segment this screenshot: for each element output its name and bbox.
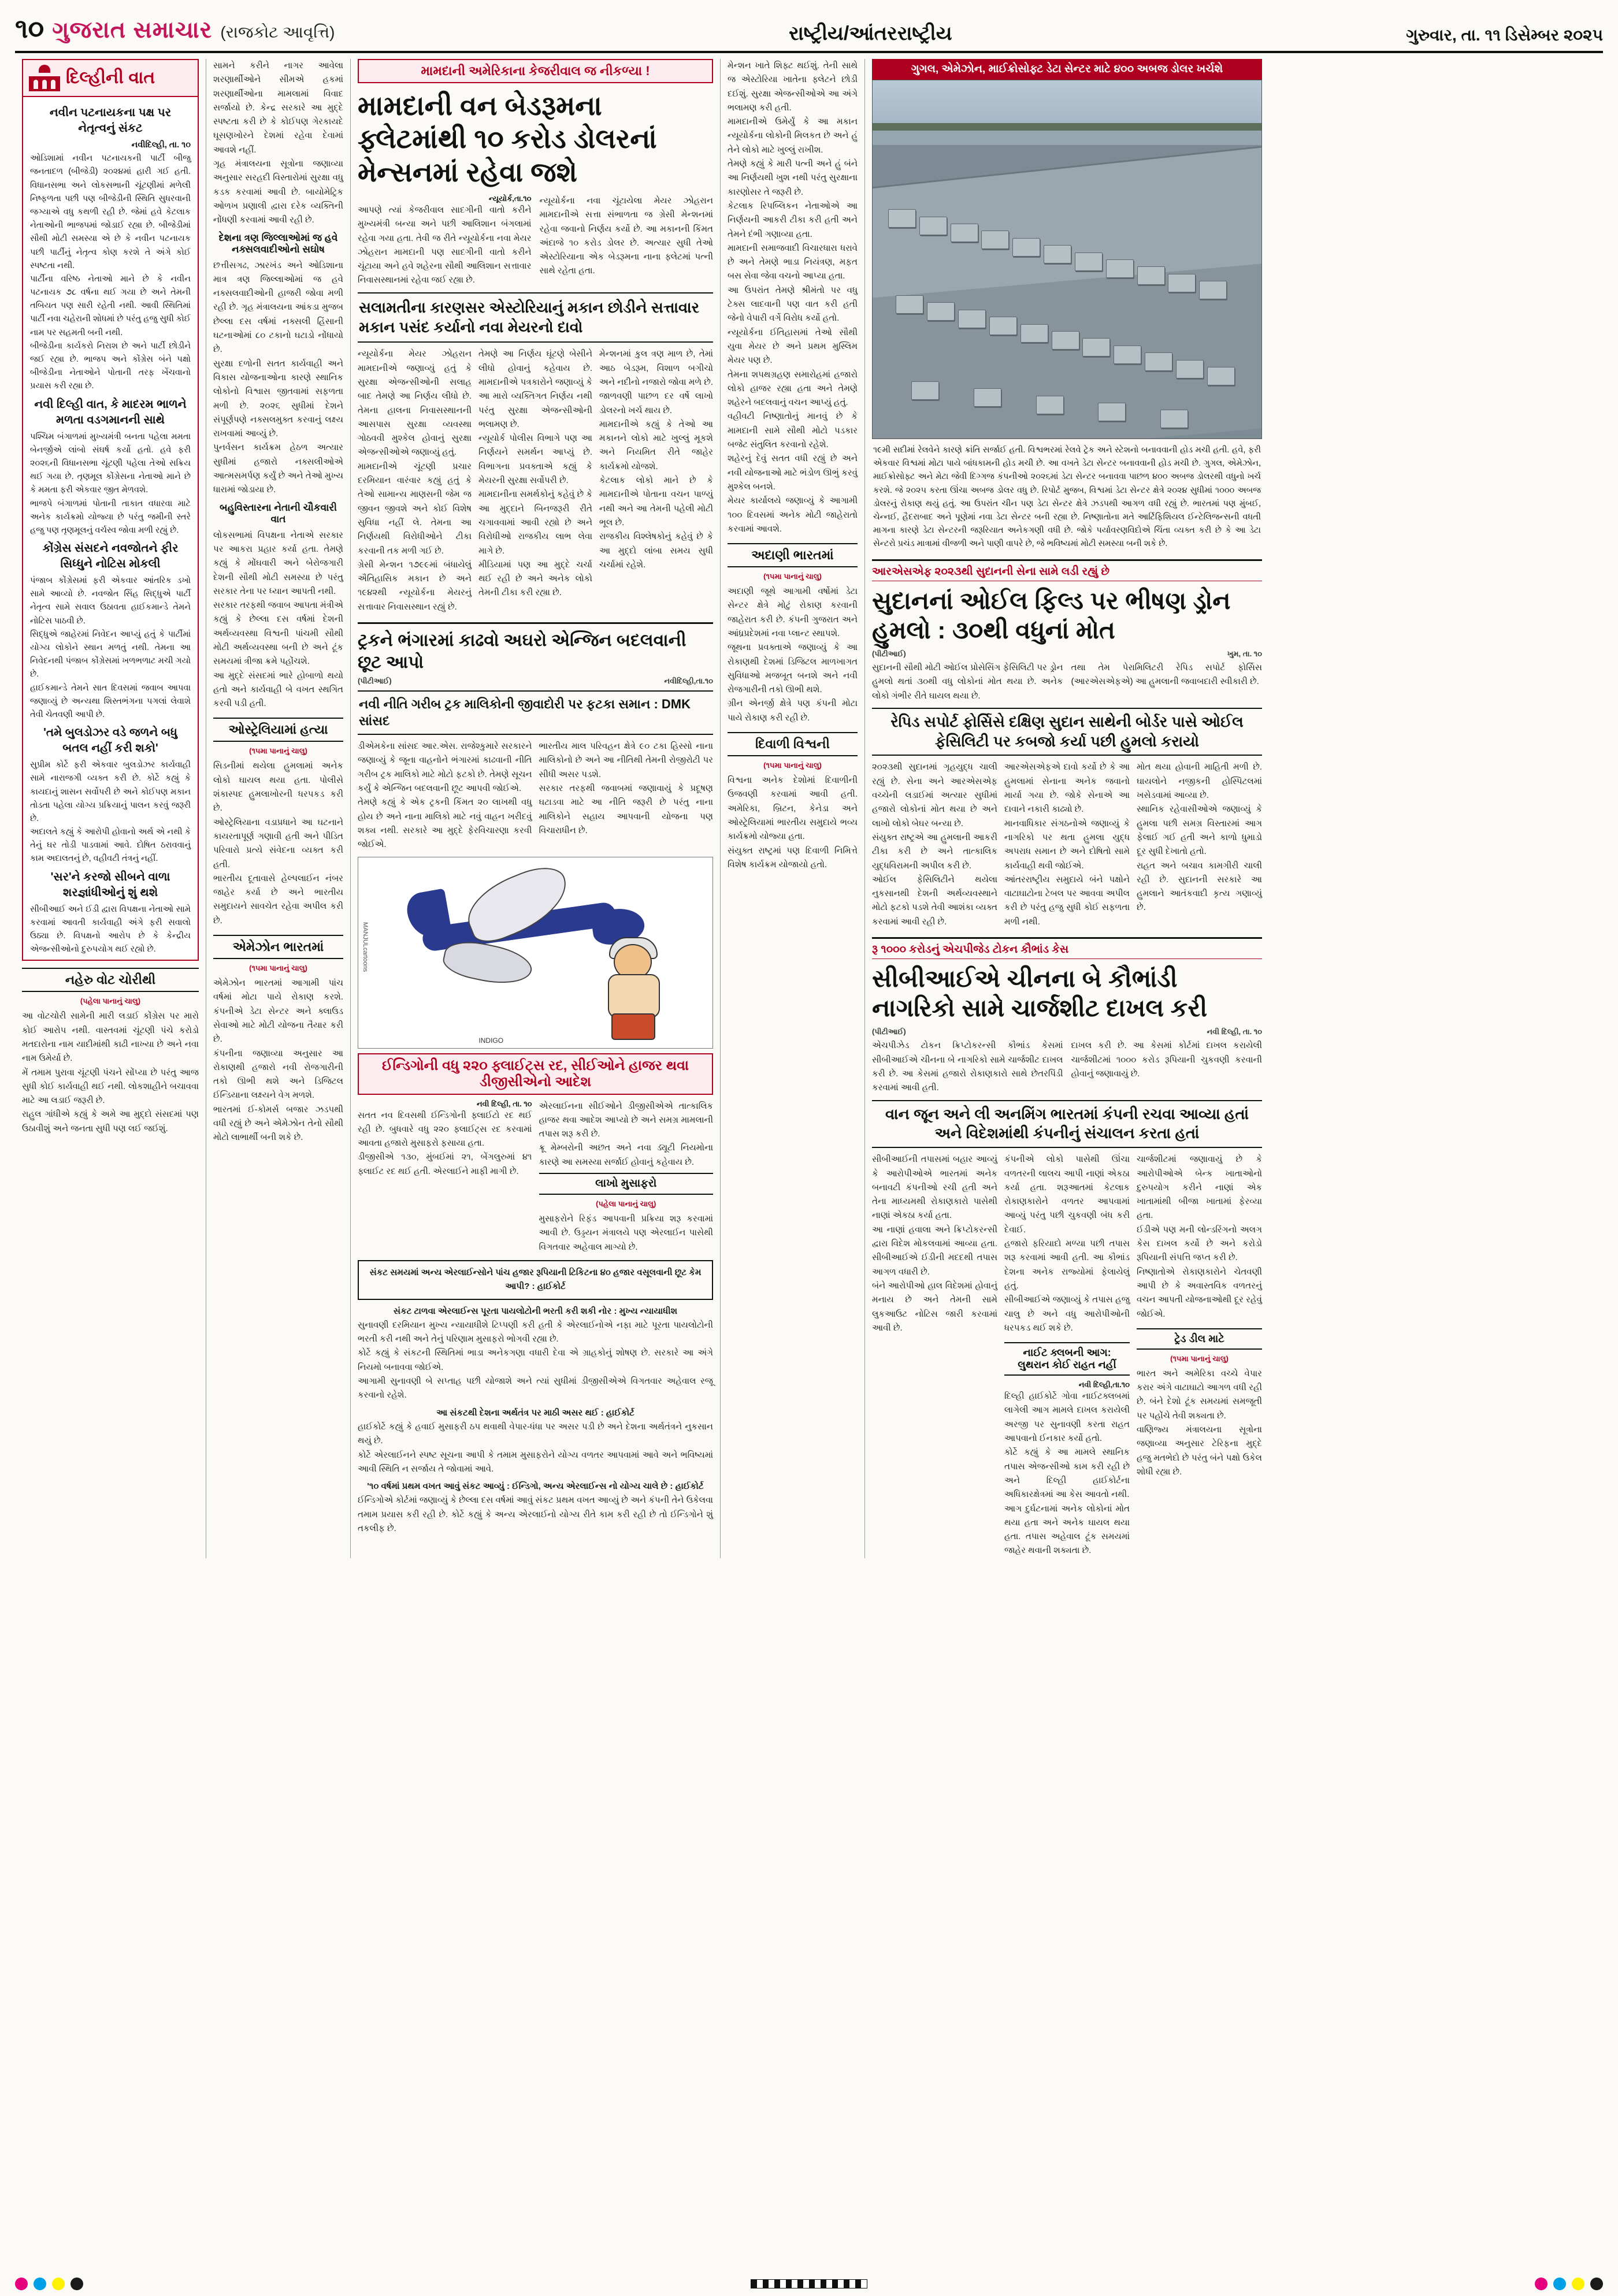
col2-text-7: સરકાર તરફથી જવાબ આપતા મંત્રીએ કહ્યું કે છેલ્લા દસ વર્ષમાં દેશની અર્થવ્યવસ્થા વિશ્વની પાંચમી સૌથી મોટી અર્થવ્યવસ્થા બની છે અને ટૂંક સમયમાં ત્રીજા ક્રમે પહોંચશે. (213, 600, 343, 667)
truck-text-2: તેમણે કહ્યું કે એક ટ્રકની કિંમત ૨૦ લાખથી વધુ હોય છે અને નાના માલિકો માટે નવું વાહન ખરીદવું શક્ય નથી. સરકારે આ મુદ્દે ફેરવિચારણા કરવી જોઈએ. (358, 797, 532, 850)
delhi-text-3a: પંજાબ કોંગ્રેસમાં ફરી એકવાર આંતરિક ડખો સામે આવ્યો છે. નવજોત સિંહ સિદ્ધુએ પાર્ટી નેતૃત્વ સામે સવાલ ઉઠાવતા હાઈકમાન્ડે તેમને નોટિસ પાઠવી છે. (30, 576, 191, 626)
col5-text-3: તેમણે કહ્યું કે મારી પત્ની અને હું બંને આ નિર્ણયથી ખુશ નથી પરંતુ સુરક્ષાના કારણોસર તે જરૂરી છે. (728, 159, 858, 197)
datacenter-photo (872, 80, 1262, 439)
registration-bar (751, 2279, 867, 2288)
reg-dot (52, 2278, 65, 2290)
delhi-box-title: દિલ્હીની વાત (66, 68, 155, 87)
nightclub-text-3: આગ દુર્ઘટનામાં અનેક લોકોનાં મોત થયા હતા અને અનેક ઘાયલ થયા હતા. તપાસ અહેવાલ ટૂંક સમયમાં જાહેર થવાની શક્યતા છે. (1004, 1503, 1130, 1556)
cbi-lead-left: એચપીઝેડ ટોકન ક્રિપ્ટોકરન્સી કૌભાંડ કેસમાં સીબીઆઈએ ચીનના બે નાગરિકો સામે ચાર્જશીટ દાખલ કરી છે. આ કેસમાં હજારો રોકાણકારો સાથે છેતરપિંડી કરવામાં આવી હતી. (872, 1041, 1063, 1093)
lead-subhead: સલામતીના કારણસર એસ્ટોરિયાનું મકાન છોડીને સત્તાવાર મકાન પસંદ કર્યાનો નવા મેયરનો દાવો (358, 292, 713, 343)
col5-text-7: ન્યૂયોર્કના ઈતિહાસમાં તેઓ સૌથી યુવા મેયર છે અને પ્રથમ મુસ્લિમ મેયર પણ છે. (728, 327, 858, 366)
masthead-left (15, 13, 335, 45)
amazon-headline: એમેઝોન ભારતમાં (213, 935, 343, 959)
hc-q4-head: '૧૦ વર્ષમાં પ્રથમ વખત આવું સંકટ આવ્યું : ઈન્ડિગો, અન્ય એરલાઈન્સ નો યોગ્ય ચાલે છે : હાઈકોર્ટ (367, 1481, 704, 1492)
cbi-c-2: ઈડીએ પણ મની લોન્ડરિંગનો અલગ કેસ દાખલ કર્યો છે અને કરોડો રૂપિયાની સંપત્તિ જપ્ત કરી છે. (1137, 1224, 1262, 1263)
cbi-b-3: સીબીઆઈએ જણાવ્યું કે તપાસ હજુ ચાલુ છે અને વધુ આરોપીઓની ધરપકડ થઈ શકે છે. (1004, 1295, 1130, 1333)
delhi-text-2b: ભાજપે બંગાળમાં પોતાની તાકાત વધારવા માટે અનેક કાર્યક્રમો યોજ્યા છે પરંતુ જમીની સ્તરે હજુ પણ તૃણમૂલનું વર્ચસ્વ જોવા મળી રહ્યું છે. (30, 499, 191, 535)
column-3-lead-story (350, 59, 720, 1558)
col5-text-9: વહીવટી નિષ્ણાતોનું માનવું છે કે મામદાની સામે સૌથી મોટો પડકાર બજેટ સંતુલિત કરવાનો રહેશે. (728, 411, 858, 450)
truck-text-3: ભારતીય માલ પરિવહન ક્ષેત્રે ૯૦ ટકા હિસ્સો નાના માલિકોનો છે અને આ નીતિથી તેમની રોજીરોટી પર સીધી અસર પડશે. (539, 741, 713, 779)
cbi-b-2: હજારો ફરિયાદો મળ્યા પછી તપાસ શરૂ કરવામાં આવી હતી. આ કૌભાંડ દેશના અનેક રાજ્યોમાં ફેલાયેલું હતું. (1004, 1239, 1130, 1291)
sudan-lead-right: તથા તેમ પેરામિલિટરી રેપિડ સપોર્ટ ફોર્સિસ (આરએસએફએ) આ હુમલાની જવાબદારી સ્વીકારી છે. (1071, 662, 1262, 687)
amazon-text-2: કંપનીના જણાવ્યા અનુસાર આ રોકાણથી હજારો નવી રોજગારીની તકો ઊભી થશે અને ડિજિટલ ઈન્ડિયાના લક્ષ્યને વેગ મળશે. (213, 1048, 343, 1101)
trade-deal-text-1: ભારત અને અમેરિકા વચ્ચે વેપાર કરાર અંગે વાટાઘાટો આગળ વધી રહી છે. બંને દેશો ટૂંક સમયમાં સમજૂતી પર પહોંચે તેવી શક્યતા છે. (1137, 1368, 1262, 1421)
reg-dot (70, 2278, 83, 2290)
delhi-sub-3: કોંગ્રેસ સંસદને નવજોતને ફીર સિધ્ધુને નોટિસ મોકલી (42, 542, 179, 571)
indigo-a-2: ડીજીસીએ ૧૩૦, મુંબઈમાં ૨૧, બેંગલુરુમાં ૪૧ ફ્લાઈટ રદ થઈ હતી. એરલાઈને માફી માગી છે. (358, 1152, 532, 1176)
reg-dot (1535, 2278, 1548, 2290)
hc-question-1 (358, 1260, 713, 1300)
delhi-text-1a: ઓડિશામાં નવીન પટનાયકની પાર્ટી બીજુ જનતાદળ (બીજેડી) ૨૦૨૪માં હારી ગઈ હતી. વિધાનસભા અને લોકસભાની ચૂંટણીમાં મળેલી નિષ્ફળતા પછી પણ બીજેડીની સ્થિતિ સુધરવાની જગ્યાએ વધુ કથળી રહી છે. જેમાં હવે કેટલાક નેતાઓની ભાજપમાં જોડાઈ રહ્યા છે. બીજેડીમાં સૌથી મોટી સમસ્યા એ છે કે નવીન પટનાયક પછી પાર્ટીનું નેતૃત્વ કોણ કરશે તે અંગે કોઈ સ્પષ્ટતા નથી. (30, 154, 191, 270)
cbi-a-2: આ નાણાં હવાલા અને ક્રિપ્ટોકરન્સી દ્વારા વિદેશ મોકલવામાં આવ્યા હતા. સીબીઆઈએ ઈડીની મદદથી તપાસ આગળ વધારી છે. (872, 1224, 997, 1277)
lead-col-b (478, 347, 592, 614)
sudan-a-3: ઓઈલ ફેસિલિટીને થયેલા નુકસાનથી દેશની અર્થવ્યવસ્થાને મોટો ફટકો પડશે તેવી આશંકા વ્યક્ત કરવામાં આવી રહી છે. (872, 874, 997, 927)
sudan-lead-left: સુદાનની સૌથી મોટી ઓઈલ પ્રોસેસિંગ ફેસિલિટી પર ડ્રોન હુમલો થતાં ૩૦થી વધુ લોકોનાં મોત થયા છે. અનેક લોકો ગંભીર રીતે ઘાયલ થયા છે. (872, 662, 1063, 701)
col2-text-2: ગૃહ મંત્રાલયના સૂત્રોના જણાવ્યા અનુસાર સરહદી વિસ્તારોમાં સુરક્ષા વધુ કડક કરવામાં આવી છે. બાયોમેટ્રિક ઓળખ પ્રણાલી દ્વારા દરેક વ્યક્તિની નોંધણી કરવામાં આવી રહી છે. (213, 159, 343, 225)
delhi-sub-4: 'તમે બુલડોઝર વડે જળને બધુ બતલ નહીં કરી શકો' (43, 726, 177, 755)
column-5 (720, 59, 864, 1558)
col2-text-6: લોકસભામાં વિપક્ષના નેતાએ સરકાર પર આકરા પ્રહાર કર્યા હતા. તેમણે કહ્યું કે મોંઘવારી અને બેરોજગારી દેશની સૌથી મોટી સમસ્યા છે પરંતુ સરકાર તેના પર ધ્યાન આપતી નથી. (213, 530, 343, 596)
lead-c-4: રાજકીય વિશ્લેષકોનું કહેવું છે કે આ મુદ્દો લાંબા સમય સુધી ચર્ચામાં રહેશે. (599, 532, 713, 570)
nehru-vote-contd: (પહેલા પાનાનું ચાલુ) (80, 997, 141, 1006)
col5-text-1: મેન્શન ખાતે શિફ્ટ થઈશું. તેની સાથે જ એસ્ટોરિયા ખાતેના ફ્લેટને છોડી દઈશું. સુરક્ષા એજન્સીઓએ આ અંગે ભલામણ કરી હતી. (728, 61, 858, 113)
hc-q3-head: આ સંકટથી દેશના અર્થતંત્ર પર માઠી અસર થઈ : હાઈકોર્ટ (436, 1407, 634, 1418)
col5-text-4: કેટલાક રિપબ્લિકન નેતાઓએ આ નિર્ણયની આકરી ટીકા કરી હતી અને તેમને દંભી ગણાવ્યા હતા. (728, 200, 858, 239)
nightclub-dateline: નવી દિલ્હી,તા.૧૦ (1078, 1380, 1130, 1390)
truck-byline: (પીટીઆઈ) (358, 677, 392, 685)
section-title: રાષ્ટ્રીય/આંતરરાષ્ટ્રીય (789, 23, 952, 44)
col2-text-1: સામને કરીને નાગર આવેલા શરણાર્થીઓને સીમએ હકમાં શરણાર્થીઓના મામલામાં વિવાદ સર્જાયો છે. કેન્દ્ર સરકારે આ મુદ્દે સ્પષ્ટતા કરી છે કે કોઈપણ ગેરકાયદે ઘૂસણખોરને દેશમાં રહેવા દેવામાં આવશે નહીં. (213, 61, 343, 155)
footer-dots-right (1535, 2278, 1603, 2290)
lead-col-a (358, 347, 472, 614)
lead-a-3: ગ્રેસી મેન્શન ૧૭૯૯માં બંધાયેલું ઐતિહાસિક મકાન છે અને ૧૯૪૨થી ન્યૂયોર્કના મેયરનું સત્તાવાર નિવાસસ્થાન રહ્યું છે. (358, 559, 472, 612)
truck-story-headline: ટ્રકને ભંગારમાં કાઢવો અઘરો એન્જિન બદલવાની છૂટ આપો (358, 631, 686, 672)
hc-q3-text-1: હાઈકોર્ટે કહ્યું કે હવાઈ મુસાફરી ઠપ થવાથી વેપાર-ધંધા પર અસર પડી છે અને દેશના અર્થતંત્રને નુકસાન થયું છે. (358, 1421, 713, 1446)
nehru-vote-text-2: મેં તમામ પુરાવા ચૂંટણી પંચને સોંપ્યા છે પરંતુ આજ સુધી કોઈ કાર્યવાહી થઈ નથી. લોકશાહીને બચાવવા માટે આ લડાઈ જરૂરી છે. (22, 1067, 199, 1106)
sudan-a-1: ૨૦૨૩થી સુદાનમાં ગૃહયુદ્ધ ચાલી રહ્યું છે. સેના અને આરએસએફ વચ્ચેની લડાઈમાં અત્યાર સુધીમાં હજારો લોકોનાં મોત થયા છે અને લાખો લોકો બેઘર બન્યા છે. (872, 762, 997, 829)
lead-b-1: તેમણે આ નિર્ણય ઘૂંટણે બેસીને લીધો હોવાનું કહેવાય છે. મામદાનીએ પત્રકારોને જણાવ્યું કે આ મારો વ્યક્તિગત નિર્ણય નથી પરંતુ સુરક્ષા એજન્સીઓની ભલામણ છે. (478, 349, 592, 429)
lead-col-c (599, 347, 713, 614)
col5-text-10: શહેરનું દેવું સતત વધી રહ્યું છે અને નવી યોજનાઓ માટે ભંડોળ ઊભું કરવું મુશ્કેલ બનશે. (728, 454, 858, 492)
nehru-vote-text-1: આ વોટચોરી સામેની મારી લડાઈ કોંગ્રેસ પર મારો કોઈ આરોપ નથી. વાસ્તવમાં ચૂંટણી પંચે કરોડો મતદારોના નામ યાદીમાંથી કાઢી નાખ્યા છે અને નવા નામ ઉમેર્યા છે. (22, 1011, 199, 1064)
cbi-c-3: નિષ્ણાતોએ રોકાણકારોને ચેતવણી આપી છે કે અવાસ્તવિક વળતરનું વચન આપતી યોજનાઓથી દૂર રહેવું જોઈએ. (1137, 1266, 1262, 1319)
delhi-text-2a: પશ્ચિમ બંગાળમાં મુખ્યમંત્રી બનતા પહેલા મમતા બેનર્જીએ લાંબો સંઘર્ષ કર્યો હતો. હવે ફરી ૨૦૨૬ની વિધાનસભા ચૂંટણી પહેલા તેઓ સક્રિય થઈ ગયા છે. તૃણમૂલ કોંગ્રેસના નેતાઓ માને છે કે મમતા ફરી એકવાર જીત મેળવશે. (30, 432, 191, 495)
masthead (15, 13, 1603, 53)
nightclub-text-1: દિલ્હી હાઈકોર્ટે ગોવા નાઈટક્લબમાં લાગેલી આગ મામલે દાખલ કરાયેલી અરજી પર સુનાવણી કરતા રાહત આપવાનો ઈનકાર કર્યો હતો. (1004, 1391, 1130, 1444)
diwali-headline: દિવાળી વિશ્વની (728, 732, 858, 756)
paper-name: ગુજરાત સમાચાર (52, 17, 213, 43)
column-1 (15, 59, 206, 1558)
lead-body-columns (358, 347, 713, 614)
lead-c-3: કેટલાક લોકો માને છે કે મામદાનીએ પોતાના વચન પાળ્યું નથી અને આ તેમની પહેલી મોટી ભૂલ છે. (599, 475, 713, 527)
adani-headline: અદાણી ભારતમાં (728, 543, 858, 567)
sudan-c-2: સ્થાનિક રહેવાસીઓએ જણાવ્યું કે હુમલા પછી સમગ્ર વિસ્તારમાં આગ ફેલાઈ ગઈ હતી અને કાળો ધુમાડો દૂર સુધી દેખાતો હતો. (1137, 804, 1262, 857)
sudan-b-1: આરએસએફએ દાવો કર્યો છે કે આ હુમલામાં સેનાના અનેક જવાનો માર્યા ગયા છે. જોકે સેનાએ આ દાવાને નકારી કાઢ્યો છે. (1004, 762, 1130, 815)
cbi-a-1: સીબીઆઈની તપાસમાં બહાર આવ્યું કે આરોપીઓએ ભારતમાં અનેક બનાવટી કંપનીઓ રચી હતી અને તેના માધ્યમથી રોકાણકારો પાસેથી નાણાં એકઠા કર્યા હતા. (872, 1154, 997, 1221)
col2-sub-opposition: બહુવિસ્તારના નેતાની ચૌકવારી વાત (219, 501, 337, 525)
cbi-b-1: કંપનીએ લોકો પાસેથી ઊંચા વળતરની લાલચ આપી નાણાં એકઠા કર્યા હતા. શરૂઆતમાં કેટલાક રોકાણકારોને વળતર આપવામાં આવ્યું પરંતુ પછી ચુકવણી બંધ કરી દેવાઈ. (1004, 1154, 1130, 1235)
cartoon-credit: MANJULcartoons (362, 922, 369, 972)
reg-dot (15, 2278, 28, 2290)
australia-text-1: સિડનીમાં થયેલા હુમલામાં અનેક લોકો ઘાયલ થયા હતા. પોલીસે શંકાસ્પદ હુમલાખોરની ધરપકડ કરી છે. (213, 761, 343, 813)
sudan-c-3: રાહત અને બચાવ કામગીરી ચાલી રહી છે. સુદાનની સરકારે આ હુમલાને આતંકવાદી કૃત્ય ગણાવ્યું છે. (1137, 860, 1262, 913)
lead-b-3: મામદાનીના સમર્થકોનું કહેવું છે કે આ મુદ્દાને બિનજરૂરી રીતે ચગાવવામાં આવી રહ્યો છે અને વિરોધીઓ રાજકીય લાભ લેવા માગે છે. (478, 489, 592, 556)
amazon-text-1: એમેઝોન ભારતમાં આગામી પાંચ વર્ષમાં મોટા પાયે રોકાણ કરશે. કંપનીએ ડેટા સેન્ટર અને ક્લાઉડ સેવાઓ માટે મોટી યોજના તૈયાર કરી છે. (213, 978, 343, 1045)
amazon-contd: (૧૫મા પાનાનું ચાલુ) (249, 964, 307, 973)
datacenter-caption: ૧૯મી સદીમાં રેલવેને કારણે ક્રાંતિ સર્જાઈ હતી. વિશ્વભરમાં રેલવે ટ્રેક અને સ્ટેશનો બનાવવાની હોડ મચી હતી. હવે, ફરી એકવાર વિશ્વમાં મોટા પાયે બાંધકામની હોડ મચી છે. આ વખતે ડેટા સેન્ટર બનાવવાની હોડ મચી છે. ગુગલ, એમેઝોન, માઈક્રોસોફ્ટ અને મેટા જેવી દિગ્ગજ કંપનીઓ ૨૦૨૬માં ડેટા સેન્ટર બનાવવા પાછળ ૪૦૦ અબજ ડોલરથી વધુનો ખર્ચ કરશે. જે ૨૦૨૫ કરતા ઊંચા અબજ ડોલર વધુ છે. રિપોર્ટ મુજબ, વિશ્વમાં ડેટા સેન્ટર ક્ષેત્રે ૨૦૨૪ સુધીમાં ૧૦૦૦ અબજ ડોલરનું રોકાણ થયું હતું. આ ઉપરાંત ચીન પણ ડેટા સેન્ટર ક્ષેત્રે ઝડપથી આગળ વધી રહ્યું છે. ભારતમાં પણ મુંબઈ, ચેન્નઈ, હૈદરાબાદ અને પૂણેમાં નવા ડેટા સેન્ટર બની રહ્યા છે. નિષ્ણાતોના મતે આર્ટિફિશિયલ ઈન્ટેલિજન્સની વધતી માગના કારણે ડેટા સેન્ટરની જરૂરિયાત અનેકગણી વધી છે. જોકે પર્યાવરણવિદોએ ચિંતા વ્યક્ત કરી છે કે આ ડેટા સેન્ટરો પ્રચંડ માત્રામાં વીજળી અને પાણી વાપરે છે, જે ભવિષ્યમાં મોટી સમસ્યા બની શકે છે. (873, 445, 1261, 549)
editorial-cartoon (358, 857, 713, 1049)
page-number: ૧૦ (15, 13, 44, 43)
reg-dot (1572, 2278, 1584, 2290)
indigo-b-2: ક્રૂ મેમ્બરોની અછત અને નવા ડ્યૂટી નિયમોના કારણે આ સમસ્યા સર્જાઈ હોવાનું કહેવાય છે. (539, 1143, 713, 1167)
diwali-text-1: વિશ્વના અનેક દેશોમાં દિવાળીની ઉજવણી કરવામાં આવી હતી. અમેરિકા, બ્રિટન, કેનેડા અને ઓસ્ટ્રેલિયામાં ભારતીય સમુદાયે ભવ્ય કાર્યક્રમો યોજ્યા હતા. (728, 775, 858, 842)
australia-headline: ઓસ્ટ્રેલિયામાં હત્યા (213, 718, 343, 742)
hc-q3-text-2: કોર્ટે એરલાઈનને સ્પષ્ટ સૂચના આપી કે તમામ મુસાફરોને યોગ્ય વળતર આપવામાં આવે અને ભવિષ્યમાં આવી સ્થિતિ ન સર્જાય તે જોવામાં આવે. (358, 1450, 713, 1474)
lead-b-2: ન્યૂયોર્ક પોલીસ વિભાગે પણ આ નિર્ણયને સમર્થન આપ્યું છે. વિભાગના પ્રવક્તાએ કહ્યું કે મેયરની સુરક્ષા સર્વોપરી છે. (478, 433, 592, 486)
trade-deal-text-2: વાણિજ્ય મંત્રાલયના સૂત્રોના જણાવ્યા અનુસાર ટેરિફના મુદ્દે હજુ મતભેદો છે પરંતુ બંને પક્ષો ઉકેલ શોધી રહ્યા છે. (1137, 1425, 1262, 1477)
datacenter-strap: ગુગલ, એમેઝોન, માઈક્રોસોફ્ટ ડેટા સેન્ટર માટે ૪૦૦ અબજ ડોલર ખર્ચશે (872, 59, 1262, 80)
delhi-sub-1: નવીન પટનાયકના પક્ષ પર નેતૃત્વનું સંકટ (49, 106, 172, 135)
reg-dot (1553, 2278, 1566, 2290)
delhi-dateline-1: નવીદિલ્હી, તા. ૧૦ (131, 140, 191, 150)
delhi-text-4a: સુપ્રીમ કોર્ટે ફરી એકવાર બુલડોઝર કાર્યવાહી સામે નારાજગી વ્યક્ત કરી છે. કોર્ટે કહ્યું કે કાયદાનું શાસન સર્વોપરી છે અને કોઈપણ મકાન તોડતા પહેલા યોગ્ય પ્રક્રિયાનું પાલન કરવું જરૂરી છે. (30, 760, 191, 823)
cartoon-character (591, 944, 677, 1036)
issue-date: ગુરુવાર, તા. ૧૧ ડિસેમ્બર ૨૦૨૫ (1406, 26, 1603, 44)
cbi-dateline: નવી દિલ્હી, તા. ૧૦ (1207, 1027, 1262, 1036)
sudan-a-2: સંયુક્ત રાષ્ટ્રએ આ હુમલાની આકરી ટીકા કરી છે અને તાત્કાલિક યુદ્ધવિરામની અપીલ કરી છે. (872, 832, 997, 871)
nightclub-headline: નાઈટ ક્લબની આગ: લુથરાન કોઈ રાહત નહીં (1004, 1342, 1130, 1376)
diwali-contd: (૧૫મા પાનાનું ચાલુ) (763, 761, 822, 770)
delhi-sub-2: નવી દિલ્હી વાત, કે માદરમ ભાળને મળતા વડગમાનની સાથે (34, 397, 187, 426)
cbi-byline: (પીટીઆઈ) (872, 1027, 906, 1036)
reg-dot (1590, 2278, 1603, 2290)
nehru-vote-text-3: રાહુલ ગાંધીએ કહ્યું કે અમે આ મુદ્દો સંસદમાં પણ ઉઠાવીશું અને જનતા સુધી પણ લઈ જઈશું. (22, 1109, 199, 1134)
delhi-text-1b: પાર્ટીના વરિષ્ઠ નેતાઓ માને છે કે નવીન પટનાયક ૭૮ વર્ષના થઈ ગયા છે અને તેમની તબિયત પણ સારી રહેતી નથી. આવી સ્થિતિમાં પાર્ટી નવા ચહેરાની શોધમાં છે પરંતુ હજુ સુધી કોઈ નામ પર સહમતી બની નથી. (30, 274, 191, 337)
sudan-headline: સુદાનનાં ઓઈલ ફિલ્ડ પર ભીષણ ડ્રોન હુમલો : ૩૦થી વધુનાં મોત (872, 586, 1231, 644)
trade-deal-contd: (૧૫મા પાનાનું ચાલુ) (1170, 1354, 1229, 1363)
col5-text-2: મામદાનીએ ઉમેર્યું કે આ મકાન ન્યૂયોર્કના લોકોની મિલકત છે અને હું તેને લોકો માટે ખુલ્લું રાખીશ. (728, 117, 858, 155)
col5-text-8: તેમના શપથગ્રહણ સમારોહમાં હજારો લોકો હાજર રહ્યા હતા અને તેમણે શહેરને બદલવાનું વચન આપ્યું હતું. (728, 369, 858, 408)
col2-text-4: સુરક્ષા દળોની સતત કાર્યવાહી અને વિકાસ યોજનાઓના કારણે સ્થાનિક લોકોનો વિશ્વાસ જીતવામાં સફળતા મળી છે. ૨૦૨૬ સુધીમાં દેશને સંપૂર્ણપણે નક્સલમુક્ત કરવાનું લક્ષ્ય રાખવામાં આવ્યું છે. (213, 358, 343, 439)
sudan-dateline: ખુમ, તા. ૧૦ (1227, 649, 1262, 658)
delhi-text-3c: હાઈકમાન્ડે તેમને સાત દિવસમાં જવાબ આપવા જણાવ્યું છે અન્યથા શિસ્તભંગના પગલાં લેવાશે તેવી ચેતવણી આપી છે. (30, 683, 191, 719)
page-body (15, 59, 1603, 1558)
lead-headline: મામદાની વન બેડરૂમના ફ્લેટમાંથી ૧૦ કરોડ ડોલરનાં મેન્સનમાં રહેવા જશે (358, 90, 657, 187)
australia-text-3: ભારતીય દૂતાવાસે હેલ્પલાઈન નંબર જાહેર કર્યા છે અને ભારતીય સમુદાયને સાવચેત રહેવા અપીલ કરી છે. (213, 873, 343, 926)
print-registration-footer (15, 2278, 1603, 2290)
delhi-box-body (23, 97, 198, 956)
col2-sub-naxal: દેશના ત્રણ જિલ્લાઓમાં જ હવે નક્સલવાદીઓનો સઘોષ (218, 232, 338, 255)
col5-text-5: મામદાની સમાજવાદી વિચારધારા ધરાવે છે અને તેમણે ભાડા નિયંત્રણ, મફત બસ સેવા જેવા વચનો આપ્યા હતા. (728, 243, 858, 281)
sudan-c-1: મોત થયા હોવાની માહિતી મળી છે. ઘાયલોને નજીકની હોસ્પિટલમાં ખસેડવામાં આવ્યા છે. (1137, 762, 1262, 801)
lead-a-2: મામદાનીએ ચૂંટણી પ્રચાર દરમિયાન વારંવાર કહ્યું હતું કે તેઓ સામાન્ય માણસની જેમ જ જીવન જીવશે અને કોઈ વિશેષ સુવિધા નહીં લે. તેમના આ નિર્ણયથી વિરોધીઓને ટીકા કરવાની તક મળી ગઈ છે. (358, 461, 472, 556)
nightclub-text-2: કોર્ટે કહ્યું કે આ મામલે સ્થાનિક તપાસ એજન્સીઓ કામ કરી રહી છે અને દિલ્હી હાઈકોર્ટના અધિકારક્ષેત્રમાં આ કેસ આવતો નથી. (1004, 1447, 1130, 1500)
delhi-text-5a: સીબીઆઈ અને ઈડી દ્વારા વિપક્ષના નેતાઓ સામે કરવામાં આવતી કાર્યવાહી અંગે ફરી સવાલો ઉઠ્યા છે. વિપક્ષનો આરોપ છે કે કેન્દ્રીય એજન્સીઓનો દુરુપયોગ થઈ રહ્યો છે. (30, 904, 191, 954)
cbi-subhead: વાન જૂન અને લી અનમિંગ ભારતમાં કંપની રચવા આવ્યા હતાં અને વિદેશમાંથી કંપનીનું સંચાલન કરતા હતાં (872, 1100, 1262, 1149)
lead-dateline: ન્યૂયોર્ક,તા.૧૦ (489, 194, 532, 203)
cbi-strap: રૂ ૧૦૦૦ કરોડનું એચપીજેડ ટોકન કૌભાંડ કેસ (872, 943, 1262, 959)
cbi-c-1: ચાર્જશીટમાં જણાવાયું છે કે આરોપીઓએ બેન્ક ખાતાઓનો દુરુપયોગ કરીને નાણાં એક ખાતામાંથી બીજા ખાતામાં ફેરવ્યા હતા. (1137, 1154, 1262, 1221)
indigo-dateline: નવી દિલ્હી, તા. ૧૦ (477, 1099, 532, 1108)
delhi-text-4b: અદાલતે કહ્યું કે આરોપી હોવાનો અર્થ એ નથી કે તેનું ઘર તોડી પાડવામાં આવે. દોષિત ઠરાવવાનું કામ અદાલતનું છે, વહીવટી તંત્રનું નહીં. (30, 827, 191, 864)
cji-text-1: સુનાવણી દરમિયાન મુખ્ય ન્યાયાધીશે ટિપ્પણી કરી હતી કે એરલાઈનોએ નફા માટે પૂરતા પાયલોટોની ભરતી કરી નથી અને તેનું પરિણામ મુસાફરો ભોગવી રહ્યા છે. (358, 1320, 713, 1344)
hc-q1-text: સંકટ સમયમાં અન્ય એરલાઈન્સોને પાંચ હજાર રૂપિયાની ટિકિટના ૪૦ હજાર વસૂલવાની છૂટ કેમ આપી? : હાઈકોર્ટ (369, 1267, 702, 1292)
cji-subhead: સંકટ ટાળવા એરલાઈન્સ પૂરતા પાયલોટોની ભરતી કરી શકી નોર : મુખ્ય ન્યાયાધીશ (393, 1306, 678, 1316)
lead-b-4: મીડિયામાં પણ આ મુદ્દે ચર્ચા થઈ રહી છે અને અનેક લોકો તેમની ટીકા કરી રહ્યા છે. (478, 559, 592, 598)
adani-text-2: જૂથના પ્રવક્તાએ જણાવ્યું કે આ રોકાણથી દેશમાં ડિજિટલ માળખાગત સુવિધાઓ મજબૂત બનશે અને નવી રોજગારીની તકો ઊભી થશે. (728, 642, 858, 695)
indigo-a-1: સતત નવ દિવસથી ઈન્ડિગોની ફ્લાઈટો રદ થઈ રહી છે. બુધવારે વધુ ૨૨૦ ફ્લાઈટ્સ રદ કરવામાં આવતા હજારો મુસાફરો ફસાયા હતા. (358, 1110, 532, 1149)
lead-a-1: ન્યૂયોર્કના મેયર ઝોહરાન મામદાનીએ જણાવ્યું હતું કે સુરક્ષા એજન્સીઓની સલાહ બાદ તેમણે આ નિર્ણય લીધો છે. તેમના હાલના નિવાસસ્થાનની આસપાસ સુરક્ષા વ્યવસ્થા ગોઠવવી મુશ્કેલ હોવાનું સુરક્ષા એજન્સીઓએ જણાવ્યું હતું. (358, 349, 472, 458)
parliament-icon (29, 65, 60, 91)
col5-text-11: મેયર કાર્યાલયે જણાવ્યું કે આગામી ૧૦૦ દિવસમાં અનેક મોટી જાહેરાતો કરવામાં આવશે. (728, 496, 858, 534)
indigo-b-1: એરલાઈનના સીઈઓને ડીજીસીએએ તાત્કાલિક હાજર થવા આદેશ આપ્યો છે અને સમગ્ર મામલાની તપાસ શરૂ કરી છે. (539, 1101, 713, 1139)
cji-text-2: કોર્ટે કહ્યું કે સંકટની સ્થિતિમાં ભાડા અનેકગણા વધારી દેવા એ ગ્રાહકોનું શોષણ છે. સરકારે આ અંગે નિયમો બનાવવા જોઈએ. (358, 1348, 713, 1372)
delhi-ni-vaat-box (22, 59, 199, 961)
amazon-text-3: ભારતમાં ઈ-કોમર્સ બજાર ઝડપથી વધી રહ્યું છે અને એમેઝોન તેનો સૌથી મોટો લાભાર્થી બની શકે છે. (213, 1104, 343, 1143)
adani-text-1: અદાણી જૂથે આગામી વર્ષોમાં ડેટા સેન્ટર ક્ષેત્રે મોટું રોકાણ કરવાની જાહેરાત કરી છે. કંપની ગુજરાત અને આંધ્રપ્રદેશમાં નવા પ્લાન્ટ સ્થાપશે. (728, 586, 858, 638)
nehru-vote-headline: નહેરુ વોટ ચોરીથી (22, 968, 199, 992)
hc-q4-text: ઈન્ડિગોએ કોર્ટમાં જણાવ્યું કે છેલ્લા દસ વર્ષમાં આવું સંકટ પ્રથમ વખત આવ્યું છે અને કંપની તેને ઉકેલવા તમામ પ્રયાસ કરી રહી છે. કોર્ટે કહ્યું કે અન્ય એરલાઈનો યોગ્ય રીતે કામ કરી રહી છે તો ઈન્ડિગોને શું તકલીફ છે. (358, 1495, 713, 1533)
delhi-text-1c: બીજેડીના કાર્યકરો નિરાશ છે અને પાર્ટી છોડીને જઈ રહ્યા છે. ભાજપ અને કોંગ્રેસ બંને પક્ષો બીજેડીના નેતાઓને પોતાની તરફ ખેંચવાનો પ્રયાસ કરી રહ્યા છે. (30, 341, 191, 391)
sudan-b-2: માનવાધિકાર સંગઠનોએ જણાવ્યું કે નાગરિકો પર થતા હુમલા યુદ્ધ અપરાધ સમાન છે અને દોષિતો સામે કાર્યવાહી થવી જોઈએ. (1004, 818, 1130, 871)
col5-text-6: આ ઉપરાંત તેમણે શ્રીમંતો પર વધુ ટેક્સ લાદવાની પણ વાત કરી હતી જેનો વેપારી વર્ગે વિરોધ કર્યો હતો. (728, 285, 858, 324)
lakho-musafaro-head: લાખો મુસાફરો (539, 1173, 714, 1195)
adani-text-3: ગ્રીન એનર્જી ક્ષેત્રે પણ કંપની મોટા પાયે રોકાણ કરી રહી છે. (728, 699, 858, 723)
australia-text-2: ઓસ્ટ્રેલિયાના વડાપ્રધાને આ ઘટનાને કાયરતાપૂર્ણ ગણાવી હતી અને પીડિત પરિવારો પ્રત્યે સંવેદના વ્યક્ત કરી હતી. (213, 817, 343, 870)
trade-deal-headline: ટ્રેડ ડીલ માટે (1137, 1328, 1262, 1350)
footer-dots-left (15, 2278, 83, 2290)
lakho-musafaro-text: મુસાફરોને રિફંડ આપવાની પ્રક્રિયા શરૂ કરવામાં આવી છે. ઉડ્ડયન મંત્રાલયે પણ એરલાઈન પાસેથી વિગતવાર અહેવાલ માગ્યો છે. (539, 1214, 713, 1252)
col2-text-8: આ મુદ્દે સંસદમાં ભારે હોબાળો થયો હતો અને કાર્યવાહી બે વખત સ્થગિત કરવી પડી હતી. (213, 670, 343, 709)
edition-label: (રાજકોટ આવૃત્તિ) (220, 23, 335, 41)
indigo-headline: ઈન્ડિગોની વધુ ૨૨૦ ફ્લાઈટ્સ રદ, સીઈઓને હાજર થવા ડીજીસીએનો આદેશ (358, 1053, 713, 1095)
cartoon-credit-2: INDIGO (478, 1036, 504, 1045)
truck-text-1: ડીએમકેના સાંસદ આર.એસ. રાજેશ્કુમારે સરકારને જણાવ્યું કે જૂના વાહનોને ભંગારમાં કાઢવાની નીતિ ગરીબ ટ્રક માલિકો માટે મોટો ફટકો છે. તેમણે સૂચન કર્યું કે એન્જિન બદલવાની છૂટ આપવી જોઈએ. (358, 741, 532, 794)
lead-intro-right: ન્યૂયોર્કના નવા ચૂંટાયેલા મેયર ઝોહરાન મામદાનીએ સત્તા સંભાળતા જ ગ્રેસી મેન્શનમાં રહેવા જવાનો નિર્ણય કર્યો છે. આ મકાનની કિંમત અંદાજે ૧૦ કરોડ ડોલર છે. અત્યાર સુધી તેઓ એસ્ટોરિયાના એક બેડરૂમના નાના ફ્લેટમાં પત્ની સાથે રહેતા હતા. (539, 195, 713, 276)
column-6 (864, 59, 1269, 1558)
cji-text-3: આગામી સુનાવણી બે સપ્તાહ પછી યોજાશે અને ત્યાં સુધીમાં ડીજીસીએએ વિગતવાર અહેવાલ રજૂ કરવાનો રહેશે. (358, 1376, 713, 1400)
truck-subhead: નવી નીતિ ગરીબ ટ્રક માલિકોની જીવાદોરી પર ફટકા સમાન : DMK સાંસદ (358, 690, 713, 735)
diwali-text-2: સંયુક્ત રાષ્ટ્રમાં પણ દિવાળી નિમિત્તે વિશેષ કાર્યક્રમ યોજાયો હતો. (728, 845, 858, 870)
lead-c-1: મેન્શનમાં કુલ ત્રણ માળ છે, તેમાં આઠ બેડરૂમ, વિશાળ બગીચો અને નદીનો નજારો જોવા મળે છે. જાળવણી પાછળ દર વર્ષે લાખો ડોલરનો ખર્ચ થાય છે. (599, 349, 713, 415)
sudan-subhead: રેપિડ સપોર્ટ ફોર્સિસે દક્ષિણ સુદાન સાથેની બોર્ડર પાસે ઓઈલ ફેસિલિટી પર કબજો કર્યા પછી હુમલો કરાયો (872, 708, 1262, 756)
australia-contd: (૧૫મા પાનાનું ચાલુ) (249, 746, 307, 756)
adani-contd: (૧૫મા પાનાનું ચાલુ) (763, 572, 822, 581)
truck-text-4: સરકાર તરફથી જવાબમાં જણાવાયું કે પ્રદૂષણ ઘટાડવા માટે આ નીતિ જરૂરી છે પરંતુ નાના માલિકોને સહાય આપવાની યોજના પણ વિચારાધીન છે. (539, 783, 713, 835)
cbi-lead-right: દાખલ કરી છે. આ કેસમાં કોર્ટમાં દાખલ કરાયેલી ચાર્જશીટમાં ૧૦૦૦ કરોડ રૂપિયાની ચુકવણી કરવાની હોવાનું જણાવાયું છે. (1071, 1041, 1262, 1079)
sudan-byline: (પીટીઆઈ) (872, 649, 906, 658)
col2-text-3: છત્તીસગઢ, ઝારખંડ અને ઓડિશાના માત્ર ત્રણ જિલ્લાઓમાં જ હવે નક્સલવાદીઓની હાજરી જોવા મળી રહી છે. ગૃહ મંત્રાલયના આંકડા મુજબ છેલ્લા દસ વર્ષમાં નક્સલી હિંસાની ઘટનાઓમાં ૮૦ ટકાનો ઘટાડો નોંધાયો છે. (213, 260, 343, 355)
lead-strap: મામદાની અમેરિકાના કેજરીવાલ જ નીકળ્યા ! (358, 59, 713, 83)
lead-intro-left: આપણે ત્યાં કેજરીવાલ સાદગીની વાતો કરીને મુખ્યમંત્રી બન્યા અને પછી આલિશાન બંગલામાં રહેવા ગયા હતા. તેવી જ રીતે ન્યૂયોર્કના નવા મેયર ઝોહરાન મામદાની પણ સાદગીની વાતો કરીને ચૂંટાયા અને હવે શહેરના સૌથી આલિશાન સત્તાવાર નિવાસસ્થાનમાં રહેવા જઈ રહ્યા છે. (358, 205, 532, 285)
column-2 (206, 59, 350, 1558)
cbi-a-3: બંને આરોપીઓ હાલ વિદેશમાં હોવાનું મનાય છે અને તેમની સામે લુકઆઉટ નોટિસ જારી કરવામાં આવી છે. (872, 1280, 997, 1333)
delhi-text-3b: સિદ્ધુએ જાહેરમાં નિવેદન આપ્યું હતું કે પાર્ટીમાં યોગ્ય લોકોને સ્થાન મળતું નથી. તેમના આ નિવેદનથી પંજાબ કોંગ્રેસમાં ખળભળાટ મચી ગયો છે. (30, 629, 191, 679)
lakho-musafaro-contd: (પહેલા પાનાનું ચાલુ) (596, 1199, 656, 1209)
delhi-box-header (23, 60, 198, 97)
lead-c-2: મામદાનીએ કહ્યું કે તેઓ આ મકાનને લોકો માટે ખુલ્લું મૂકશે અને નિયમિત રીતે જાહેર કાર્યક્રમો યોજશે. (599, 419, 713, 471)
delhi-sub-5: 'સર'ને કરજો સીબને વાળા શરજ્ઞાંધીઓનું શું થશે (50, 870, 170, 899)
reg-dot (34, 2278, 46, 2290)
cbi-headline: સીબીઆઈએ ચીનના બે કૌભાંડી નાગરિકો સામે ચાર્જશીટ દાખલ કરી (872, 965, 1208, 1022)
col2-text-5: પુનર્વસન કાર્યક્રમ હેઠળ અત્યાર સુધીમાં હજારો નક્સલીઓએ આત્મસમર્પણ કર્યું છે અને તેઓ મુખ્ય ધારામાં જોડાયા છે. (213, 443, 343, 495)
truck-dateline: નવીદિલ્હી,તા.૧૦ (664, 677, 713, 685)
sudan-strap: આરએસએફ ૨૦૨૩થી સુદાનની સેના સામે લડી રહ્યું છે (872, 566, 1262, 581)
sudan-b-3: આંતરરાષ્ટ્રીય સમુદાયે બંને પક્ષોને વાટાઘાટોના ટેબલ પર આવવા અપીલ કરી છે પરંતુ હજુ સુધી કોઈ સફળતા મળી નથી. (1004, 874, 1130, 927)
